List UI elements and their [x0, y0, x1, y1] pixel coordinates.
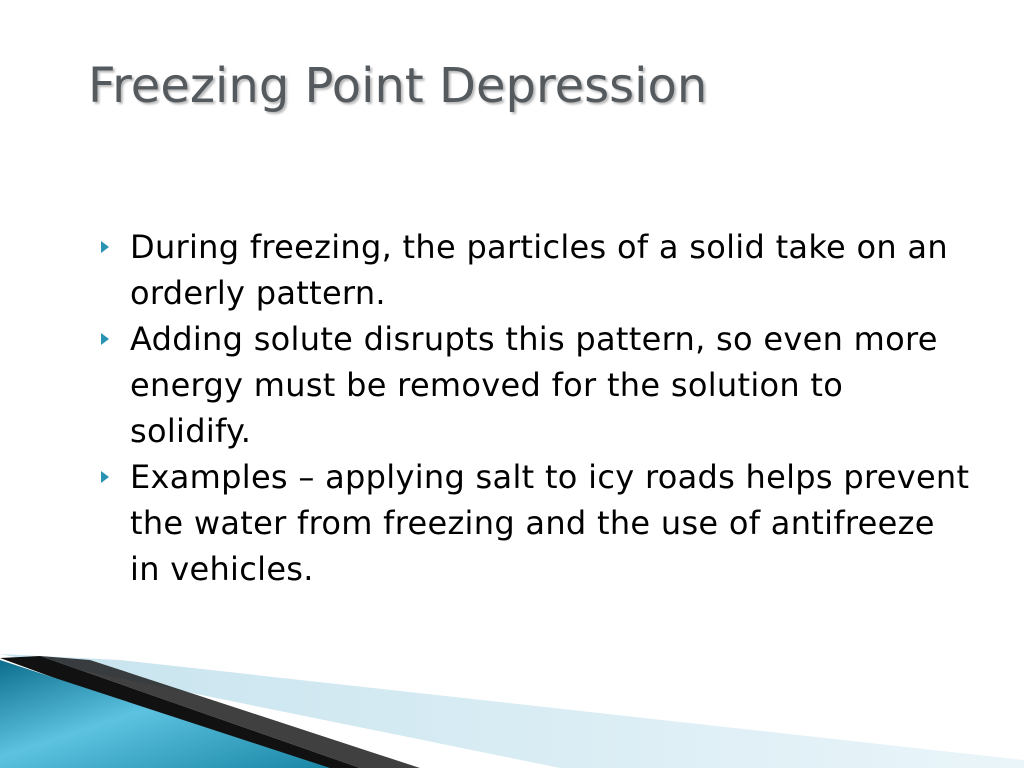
triangle-right-icon: [100, 316, 130, 362]
decorative-wave-banner: [0, 638, 1024, 768]
bullet-item: [100, 454, 970, 592]
triangle-right-icon: [100, 224, 130, 270]
bullet-text: Examples – applying salt to icy roads helps prevent the water from freezing and the use of antifreeze in vehicles.: [130, 458, 970, 588]
slide-title: Freezing Point Depression: [88, 58, 708, 114]
bullet-text: During freezing, the particles of a solid take on an orderly pattern.: [130, 228, 948, 312]
bullet-list: [100, 224, 970, 592]
bullet-item: [100, 224, 970, 316]
bullet-text: Adding solute disrupts this pattern, so even more energy must be removed for the solution to solidify.: [130, 320, 938, 450]
bullet-item: [100, 316, 970, 454]
triangle-right-icon: [100, 454, 130, 500]
